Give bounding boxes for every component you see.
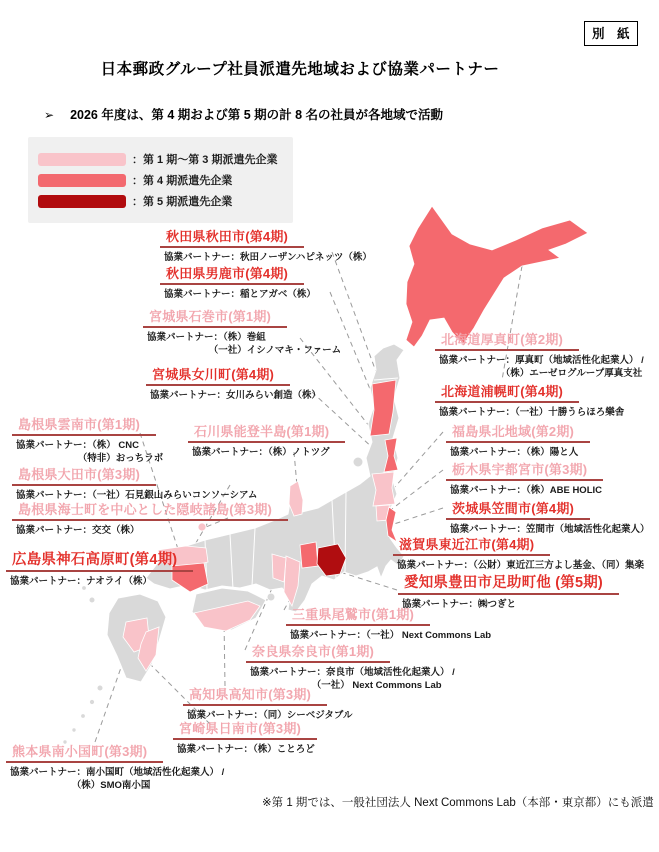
- page-title: 日本郵政グループ社員派遣先地域および協業パートナー: [100, 61, 500, 78]
- map-hokkaido: [406, 206, 588, 347]
- region-title: 宮崎県日南市(第3期): [173, 718, 317, 740]
- attachment-tag: 別 紙: [584, 21, 638, 46]
- partner-line: （一社）イシノマキ・ファーム: [147, 345, 342, 357]
- partner-line: 協業パートナー：（一社） Next Commons Lab: [290, 630, 492, 641]
- region-title: 熊本県南小国町(第3期): [6, 741, 163, 763]
- region-title: 広島県神石高原町(第4期): [6, 548, 193, 572]
- label-oda: [12, 464, 257, 502]
- partner-line: 協業パートナー：（公財）東近江三方よし基金、（同）集楽: [397, 560, 645, 571]
- region-title: 宮城県石巻市(第1期): [143, 306, 287, 328]
- partner-line: （一社） Next Commons Lab: [250, 680, 442, 692]
- label-owase: [286, 604, 491, 642]
- legend-swatch-period4: [38, 174, 126, 187]
- label-minamioguni: [6, 741, 224, 793]
- partner-line: 協業パートナー：（株）巻組: [147, 332, 266, 343]
- partner-line: 協業パートナー：（一社）十勝うらほろ樂舎: [439, 407, 625, 418]
- map-shiga: [300, 542, 318, 568]
- partner-line: （株）エーゼログループ厚真支社: [439, 368, 643, 380]
- label-jinsekikogen: [6, 548, 193, 588]
- partner-line: 協業パートナー：笠間市（地域活性化起業人）: [450, 524, 650, 535]
- region-title: 秋田県男鹿市(第4期): [160, 263, 304, 285]
- partner-line: 協業パートナー：奈良市（地域活性化起業人） /: [250, 667, 455, 678]
- legend-swatch-period5: [38, 195, 126, 208]
- region-title: 北海道厚真町(第2期): [435, 329, 579, 351]
- partner-line: 協業パートナー：交交（株）: [16, 525, 140, 536]
- label-ama-oki: [12, 499, 288, 537]
- label-akita-oga: [160, 263, 316, 301]
- partner-line: 協業パートナー：稲とアガベ（株）: [164, 289, 316, 300]
- partner-line: 協業パートナー：女川みらい創造（株）: [150, 390, 322, 401]
- region-title: 石川県能登半島(第1期): [188, 421, 345, 443]
- label-onagawa: [146, 364, 321, 402]
- partner-line: 協業パートナー：（株）陽と人: [450, 447, 579, 458]
- partner-line: 協業パートナー：ナオライ（株）: [10, 576, 153, 587]
- label-utsunomiya: [446, 459, 603, 497]
- label-higashiomi: [393, 534, 644, 572]
- label-noto: [188, 421, 345, 459]
- label-atsuma: [435, 329, 644, 381]
- region-title: 愛知県豊田市足助町他 (第5期): [398, 571, 619, 595]
- label-akita-city: [160, 226, 372, 264]
- partner-line: 協業パートナー：秋田ノーザンハピネッツ（株）: [164, 252, 372, 263]
- bullet-arrow-icon: ➢: [44, 108, 55, 122]
- footnote: ※第 1 期では、一般社団法人 Next Commons Lab（本部・東京都）にも派遣: [262, 797, 654, 809]
- legend-label: ：第 5 期派遣先企業: [132, 196, 233, 208]
- label-ishinomaki: [143, 306, 341, 358]
- region-title: 三重県尾鷲市(第1期): [286, 604, 430, 626]
- partner-line: 協業パートナー：南小国町（地域活性化起業人） /: [10, 767, 225, 778]
- legend-row-period1-3: [38, 151, 277, 167]
- region-title: 奈良県奈良市(第1期): [246, 641, 390, 663]
- partner-line: 協業パートナー：（株） CNC: [16, 440, 139, 451]
- region-title: 茨城県笠間市(第4期): [446, 498, 590, 520]
- region-title: 福島県北地域(第2期): [446, 421, 590, 443]
- region-title: 滋賀県東近江市(第4期): [393, 534, 550, 556]
- label-urahoro: [435, 381, 624, 419]
- partner-line: 協業パートナー：（株）ことろど: [177, 744, 315, 755]
- region-title: 北海道浦幌町(第4期): [435, 381, 579, 403]
- region-title: 宮城県女川町(第4期): [146, 364, 290, 386]
- label-unnan: [12, 414, 163, 466]
- label-kasama: [446, 498, 650, 536]
- label-fukushima-north: [446, 421, 590, 459]
- region-title: 島根県海士町を中心とした隠岐諸島(第3期): [12, 499, 288, 521]
- legend-label: ：第 4 期派遣先企業: [132, 175, 233, 187]
- partner-line: 協業パートナー：（株）ノトツグ: [192, 447, 330, 458]
- partner-line: 協業パートナー：（一社）石見銀山みらいコンソーシアム: [16, 490, 258, 501]
- legend-row-period4: [38, 172, 277, 188]
- partner-line: 協業パートナー：㈱つぎと: [402, 599, 517, 610]
- map-fukushima: [372, 472, 395, 506]
- partner-line: （株）SMO南小国: [10, 780, 151, 792]
- region-title: 島根県雲南市(第1期): [12, 414, 156, 436]
- region-title: 高知県高知市(第3期): [183, 684, 327, 706]
- region-title: 栃木県宇都宮市(第3期): [446, 459, 603, 481]
- region-title: 秋田県秋田市(第4期): [160, 226, 304, 248]
- label-kochi: [183, 684, 353, 722]
- legend: [28, 137, 293, 223]
- map-nara: [272, 554, 286, 582]
- legend-row-period5: [38, 193, 277, 209]
- legend-label: ：第 1 期～第 3 期派遣先企業: [132, 154, 278, 166]
- legend-swatch-period1-3: [38, 153, 126, 166]
- summary-bullet: [44, 105, 443, 123]
- summary-text: 2026 年度は、第 4 期および第 5 期の計 8 名の社員が各地域で活動: [70, 108, 444, 122]
- partner-line: 協業パートナー：厚真町（地域活性化起業人） /: [439, 355, 644, 366]
- partner-line: 協業パートナー：（同）シーベジタブル: [187, 710, 353, 721]
- partner-line: 協業パートナー：（株）ABE HOLIC: [450, 485, 603, 496]
- region-title: 島根県大田市(第3期): [12, 464, 156, 486]
- partner-line: （特非）おっちラボ: [16, 453, 164, 465]
